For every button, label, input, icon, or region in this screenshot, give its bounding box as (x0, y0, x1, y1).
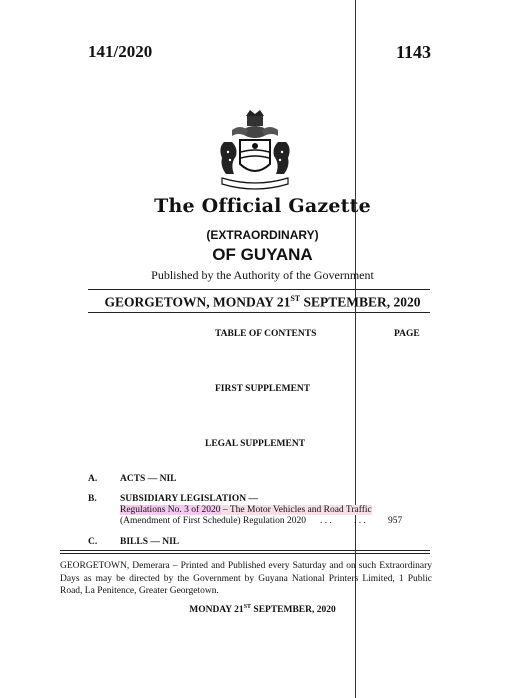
leader-dots-1: . . . (320, 516, 332, 526)
regulation-line-2 (120, 516, 306, 526)
divider-top (88, 289, 430, 290)
item-c-letter: C. (88, 537, 98, 547)
footer-date-suffix: SEPTEMBER, 2020 (251, 605, 336, 616)
footer-date-prefix: MONDAY 21 (189, 605, 244, 616)
footer-divider-2 (60, 553, 430, 554)
footer-text: GEORGETOWN, Demerara – Printed and Published every Saturday and on such Extraordinary Days as may be directed by the Government by Guyana National Printers Limited, 1 Public Road, La Penitence, Greater Georgetown. (60, 561, 432, 596)
dateline-prefix: GEORGETOWN, MONDAY 21 (104, 294, 291, 310)
item-b-letter: B. (88, 494, 97, 504)
first-supplement-heading: FIRST SUPPLEMENT (215, 384, 311, 394)
divider-bottom (88, 312, 430, 313)
footer-divider-1 (60, 550, 430, 551)
publication-authority: Published by the Authority of the Government (151, 268, 374, 282)
leader-dots-2: . . . (354, 516, 366, 526)
footer-date (0, 604, 525, 615)
gazette-title: The Official Gazette (154, 195, 371, 217)
gazette-number: 141/2020 (88, 42, 153, 61)
gazette-country: OF GUYANA (212, 245, 313, 264)
toc-page-heading: PAGE (394, 329, 420, 339)
regulation-title-part-2: (Amendment of First Schedule) Regulation 2020 (120, 516, 307, 526)
legal-supplement-heading: LEGAL SUPPLEMENT (205, 439, 306, 449)
dateline-sup: ST (290, 294, 301, 303)
footer-date-sup: ST (243, 604, 252, 610)
regulation-page-number: 957 (388, 516, 403, 526)
item-a-heading: ACTS — NIL (120, 474, 177, 484)
regulation-line-1 (120, 505, 372, 515)
item-b-heading: SUBSIDIARY LEGISLATION — (120, 494, 258, 504)
toc-heading: TABLE OF CONTENTS (215, 329, 317, 339)
item-c-heading: BILLS — NIL (120, 537, 180, 547)
coat-of-arms-icon (210, 108, 300, 194)
page-number: 1143 (396, 42, 432, 62)
dateline-suffix: SEPTEMBER, 2020 (300, 294, 421, 310)
regulation-number[interactable]: Regulations No. 3 of 2020 (120, 505, 221, 515)
gazette-subtitle: (EXTRAORDINARY) (206, 228, 319, 242)
item-a-letter: A. (88, 474, 98, 484)
regulation-title-part-1: – The Motor Vehicles and Road Traffic (220, 505, 372, 515)
issue-dateline (0, 294, 525, 311)
